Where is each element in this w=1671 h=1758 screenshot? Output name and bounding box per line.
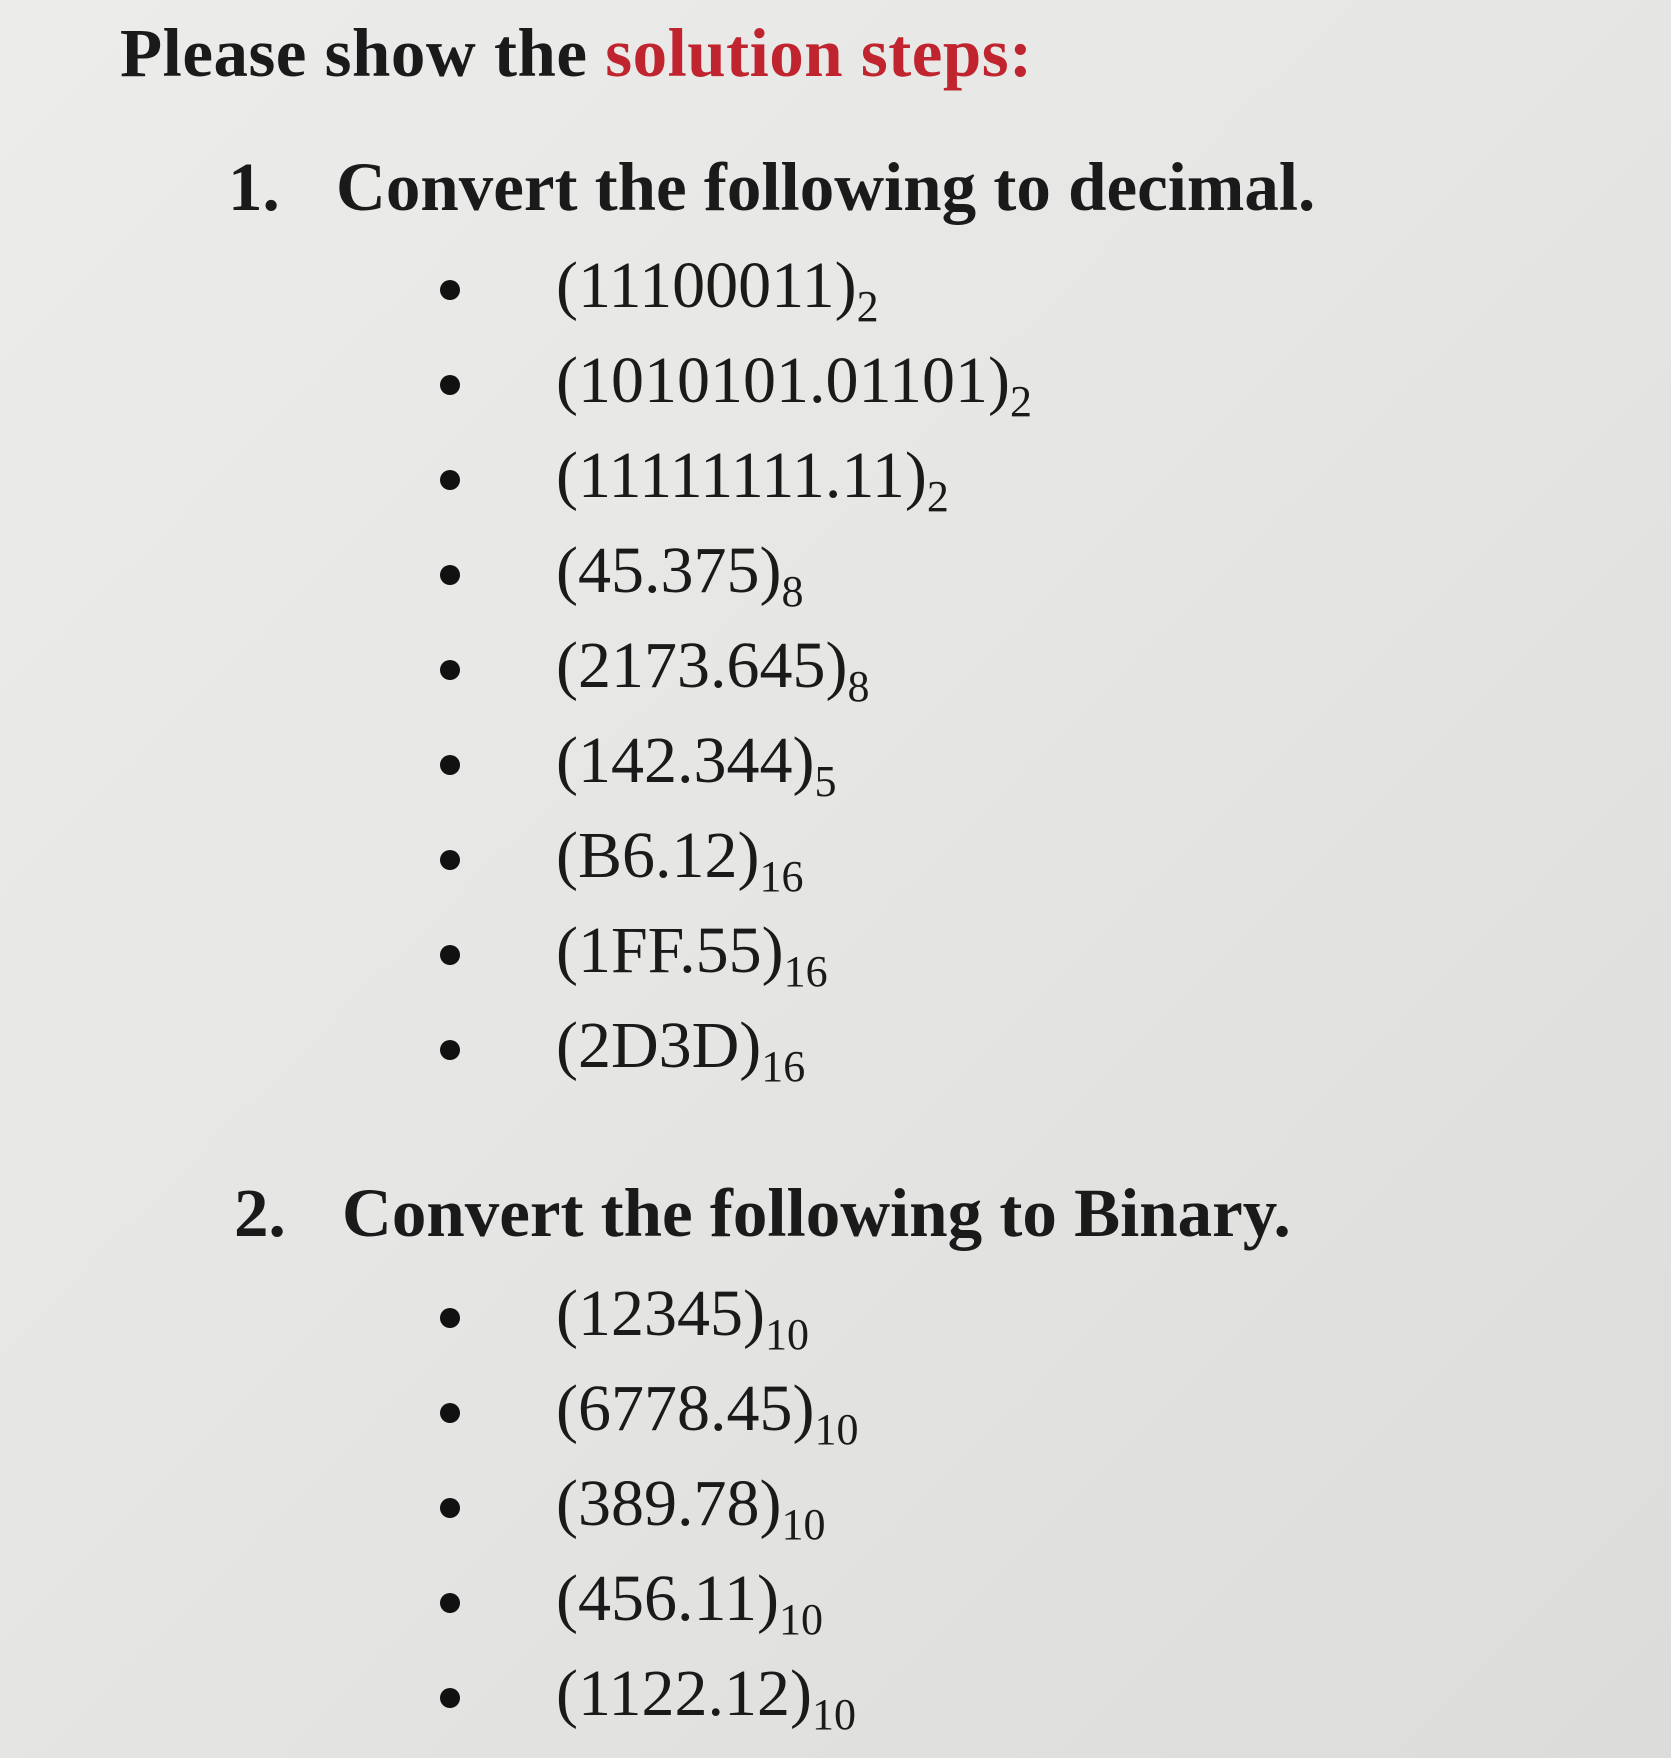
item-value: (11111111.11) (556, 439, 927, 512)
item-base: 16 (759, 852, 804, 901)
bullet-icon (440, 945, 460, 965)
bullet-icon (440, 850, 460, 870)
bullet-icon (440, 1498, 460, 1518)
item-value: (2173.645) (556, 629, 848, 702)
item-base: 10 (814, 1405, 859, 1454)
item-base: 8 (847, 662, 870, 711)
item-value: (142.344) (556, 724, 815, 797)
item-value: (1010101.01101) (556, 344, 1011, 417)
bullet-icon (440, 1040, 460, 1060)
item-value: (11100011) (556, 249, 857, 322)
section-2-title (234, 1174, 1291, 1253)
item-base: 2 (856, 282, 879, 331)
item-value: (12345) (556, 1277, 765, 1350)
item-value: (B6.12) (556, 819, 760, 892)
item-value: (2D3D) (556, 1009, 762, 1082)
bullet-icon (440, 470, 460, 490)
bullet-icon (440, 280, 460, 300)
item-base: 5 (814, 757, 837, 806)
bullet-icon (440, 1593, 460, 1613)
item-value: (45.375) (556, 534, 782, 607)
bullet-icon (440, 755, 460, 775)
item-base: 8 (781, 567, 804, 616)
item-value: (1122.12) (556, 1657, 813, 1730)
page-heading (120, 14, 1033, 93)
heading-accent: solution steps: (605, 15, 1033, 91)
item-base: 16 (783, 947, 828, 996)
item-value: (6778.45) (556, 1372, 815, 1445)
item-value: (1FF.55) (556, 914, 784, 987)
section-1-title (228, 148, 1315, 227)
bullet-icon (440, 1308, 460, 1328)
item-value: (456.11) (556, 1562, 780, 1635)
item-base: 10 (812, 1690, 857, 1739)
item-base: 2 (1010, 377, 1033, 426)
item-base: 10 (779, 1595, 824, 1644)
bullet-icon (440, 375, 460, 395)
bullet-icon (440, 1688, 460, 1708)
item-base: 2 (926, 472, 949, 521)
item-base: 10 (764, 1310, 809, 1359)
section-2-title-text: Convert the following to Binary. (342, 1175, 1291, 1251)
section-2-number: 2. (234, 1175, 286, 1251)
item-base: 10 (781, 1500, 826, 1549)
bullet-icon (440, 565, 460, 585)
section-1-title-text: Convert the following to decimal. (336, 149, 1316, 225)
heading-prefix: Please show the (120, 15, 606, 91)
bullet-icon (440, 660, 460, 680)
item-base: 16 (761, 1042, 806, 1091)
item-value: (389.78) (556, 1467, 782, 1540)
bullet-icon (440, 1403, 460, 1423)
section-1-number: 1. (228, 149, 280, 225)
